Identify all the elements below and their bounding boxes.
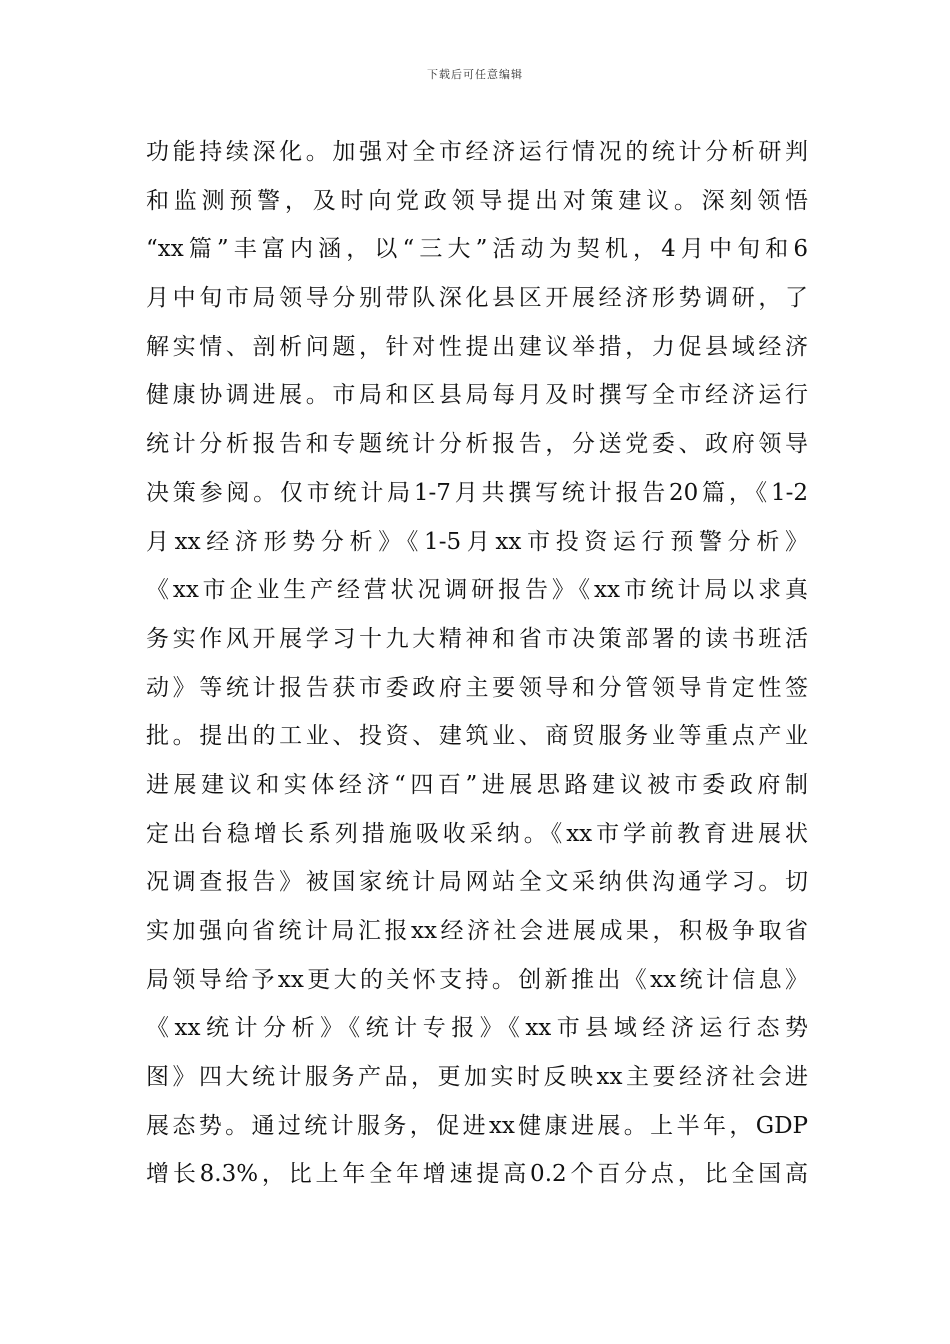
text-line: 《xx统计分析》《统计专报》《xx市县域经济运行态势 xyxy=(146,1015,808,1042)
text-line: 健康协调进展。市局和区县局每月及时撰写全市经济运行 xyxy=(146,382,808,409)
text-line: 决策参阅。仅市统计局1-7月共撰写统计报告20篇，《1-2 xyxy=(146,479,808,506)
text-line: 功能持续深化。加强对全市经济运行情况的统计分析研判 xyxy=(146,139,808,165)
text-line: 月xx经济形势分析》《1-5月xx市投资运行预警分析》 xyxy=(146,528,808,555)
text-line: 况调查报告》被国家统计局网站全文采纳供沟通学习。切 xyxy=(146,869,808,896)
text-line: 《xx市企业生产经营状况调研报告》《xx市统计局以求真 xyxy=(146,577,808,604)
text-line: 动》等统计报告获市委政府主要领导和分管领导肯定性签 xyxy=(146,674,808,701)
text-line: 解实情、剖析问题，针对性提出建议举措，力促县域经济 xyxy=(146,333,808,360)
text-line: 月中旬市局领导分别带队深化县区开展经济形势调研，了 xyxy=(146,285,808,312)
text-line: 实加强向省统计局汇报xx经济社会进展成果，积极争取省 xyxy=(146,918,808,944)
page-header: 下载后可任意编辑 xyxy=(427,68,523,81)
text-line: 统计分析报告和专题统计分析报告，分送党委、政府领导 xyxy=(146,431,808,458)
text-line: 进展建议和实体经济“四百”进展思路建议被市委政府制 xyxy=(146,771,808,798)
body-paragraph xyxy=(146,128,808,1199)
text-line: 展态势。通过统计服务，促进xx健康进展。上半年，GDP xyxy=(146,1112,808,1139)
text-line: 增长8.3%，比上年全年增速提高0.2个百分点，比全国高 xyxy=(146,1161,808,1188)
text-line: 局领导给予xx更大的关怀支持。创新推出《xx统计信息》 xyxy=(146,966,808,993)
text-line: 定出台稳增长系列措施吸收采纳。《xx市学前教育进展状 xyxy=(146,820,808,847)
text-line: 图》四大统计服务产品，更加实时反映xx主要经济社会进 xyxy=(146,1064,808,1091)
text-line: 和监测预警，及时向党政领导提出对策建议。深刻领悟 xyxy=(146,187,808,214)
text-line: “xx篇”丰富内涵，以“三大”活动为契机，4月中旬和6 xyxy=(146,236,808,263)
text-line: 批。提出的工业、投资、建筑业、商贸服务业等重点产业 xyxy=(146,723,808,750)
text-line: 务实作风开展学习十九大精神和省市决策部署的读书班活 xyxy=(146,625,808,652)
